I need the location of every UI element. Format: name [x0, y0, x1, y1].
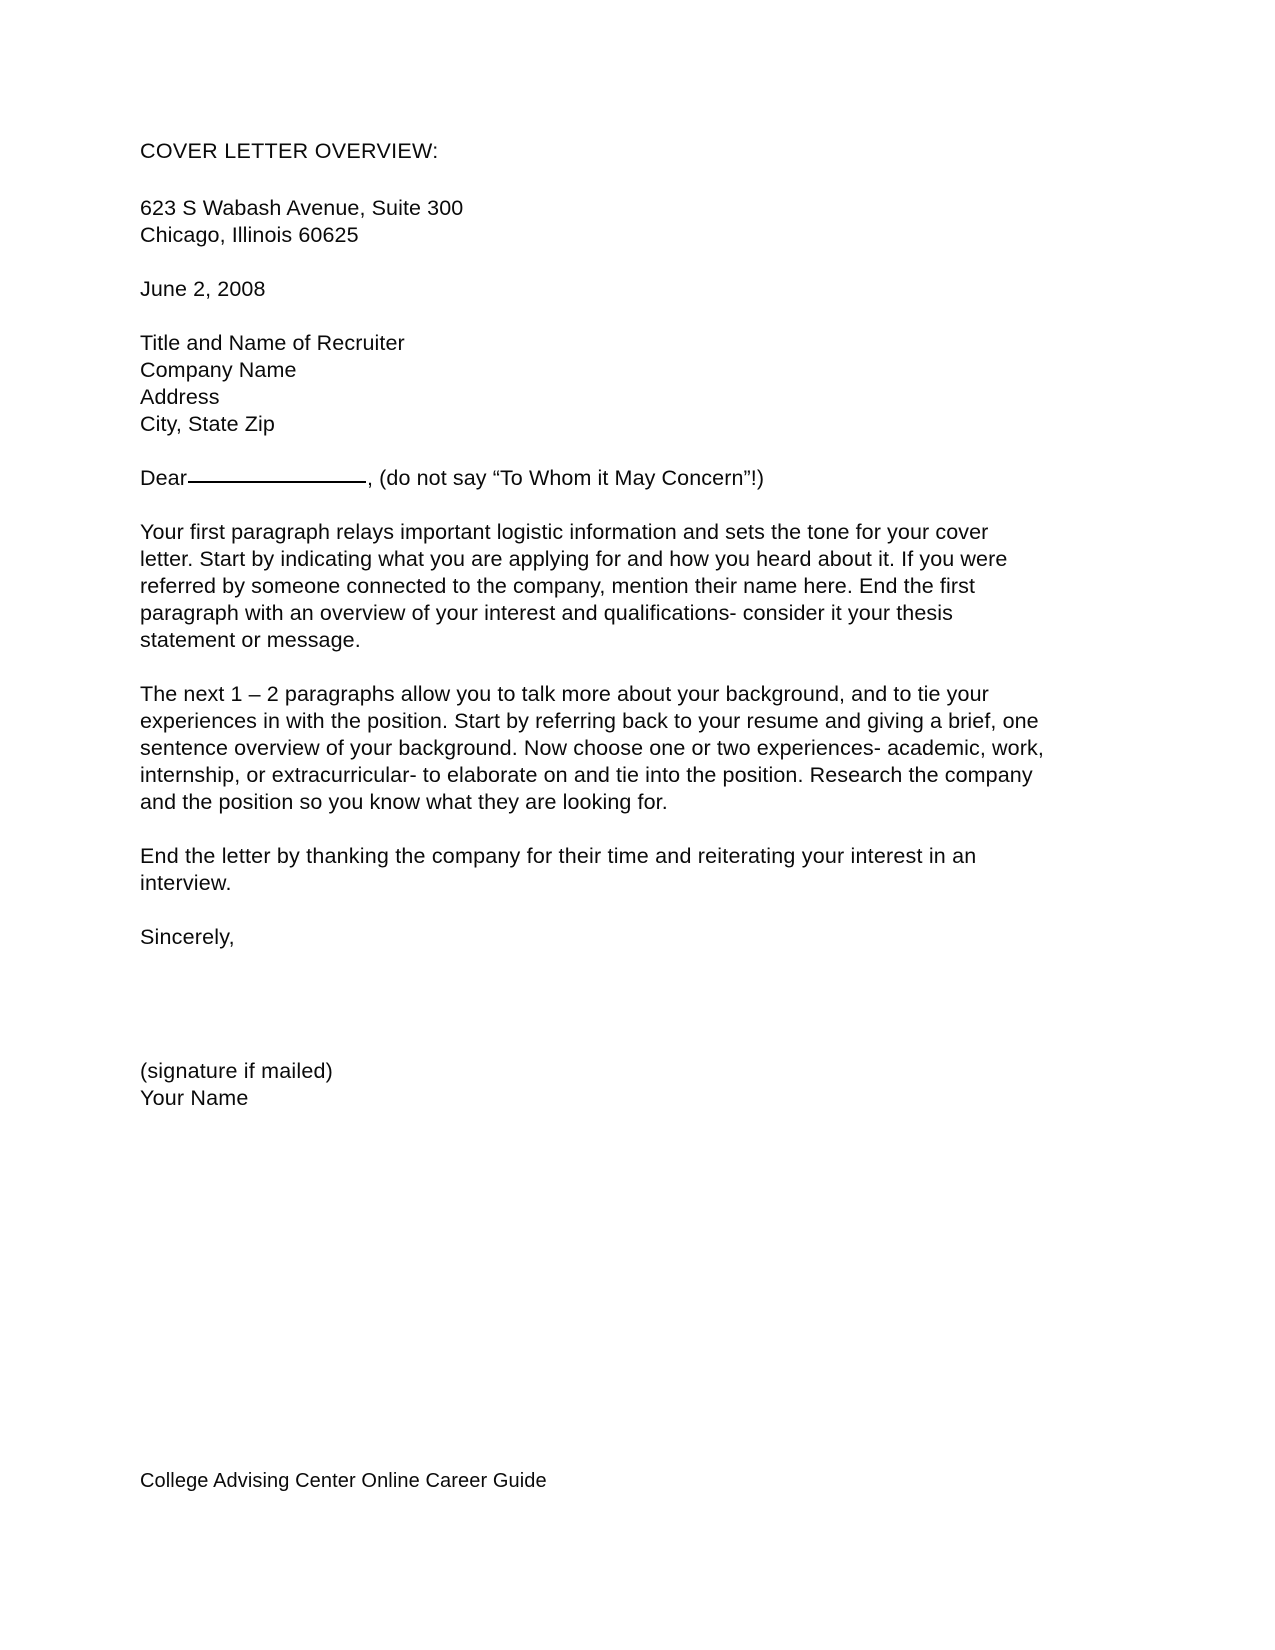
signature-block — [140, 1058, 1100, 1112]
body-paragraph-2: The next 1 – 2 paragraphs allow you to talk more about your background, and to tie your experiences in with the position. Start by referring back to your resume and giving a brief, one sentence overview of your background. Now choose one or two experiences- academic, work, internship, or extracurricular- to elaborate on and tie into the position. Research the company and the position so you know what they are looking for. — [140, 682, 1050, 814]
body-paragraph-3: End the letter by thanking the company for their time and reiterating your interest in an interview. — [140, 844, 983, 895]
spacer — [140, 897, 1100, 924]
spacer — [140, 816, 1100, 843]
sender-address-line-2: Chicago, Illinois 60625 — [140, 223, 359, 247]
document-heading: COVER LETTER OVERVIEW: — [140, 139, 439, 163]
spacer — [140, 303, 1100, 330]
recipient-line-3: Address — [140, 385, 220, 409]
letter-date: June 2, 2008 — [140, 277, 266, 301]
page-footer: College Advising Center Online Career Guide — [140, 1470, 547, 1492]
sender-address-block — [140, 195, 1100, 249]
closing-salutation: Sincerely, — [140, 925, 235, 949]
spacer — [140, 165, 1100, 195]
spacer — [140, 438, 1100, 465]
salutation-blank-rule — [188, 481, 366, 483]
recipient-address-block — [140, 330, 1100, 438]
spacer — [140, 249, 1100, 276]
recipient-line-2: Company Name — [140, 358, 297, 382]
salutation-note: , (do not say “To Whom it May Concern”!) — [367, 466, 765, 490]
spacer — [140, 492, 1100, 519]
spacer — [140, 654, 1100, 681]
recipient-line-4: City, State Zip — [140, 412, 275, 436]
signature-space — [140, 951, 1100, 1058]
cover-letter-body — [140, 138, 1100, 1112]
body-paragraph-1: Your first paragraph relays important logistic information and sets the tone for your cover letter. Start by indicating what you are applying for and how you heard about it. If you were referred by someone connected to the company, mention their name here. End the first paragraph with an overview of your interest and qualifications- consider it your thesis statement or message. — [140, 520, 1014, 652]
signature-placeholder: (signature if mailed) — [140, 1059, 333, 1083]
recipient-line-1: Title and Name of Recruiter — [140, 331, 405, 355]
signer-name: Your Name — [140, 1086, 249, 1110]
salutation-greeting: Dear — [140, 466, 188, 490]
sender-address-line-1: 623 S Wabash Avenue, Suite 300 — [140, 196, 464, 220]
salutation-line — [140, 465, 1100, 492]
